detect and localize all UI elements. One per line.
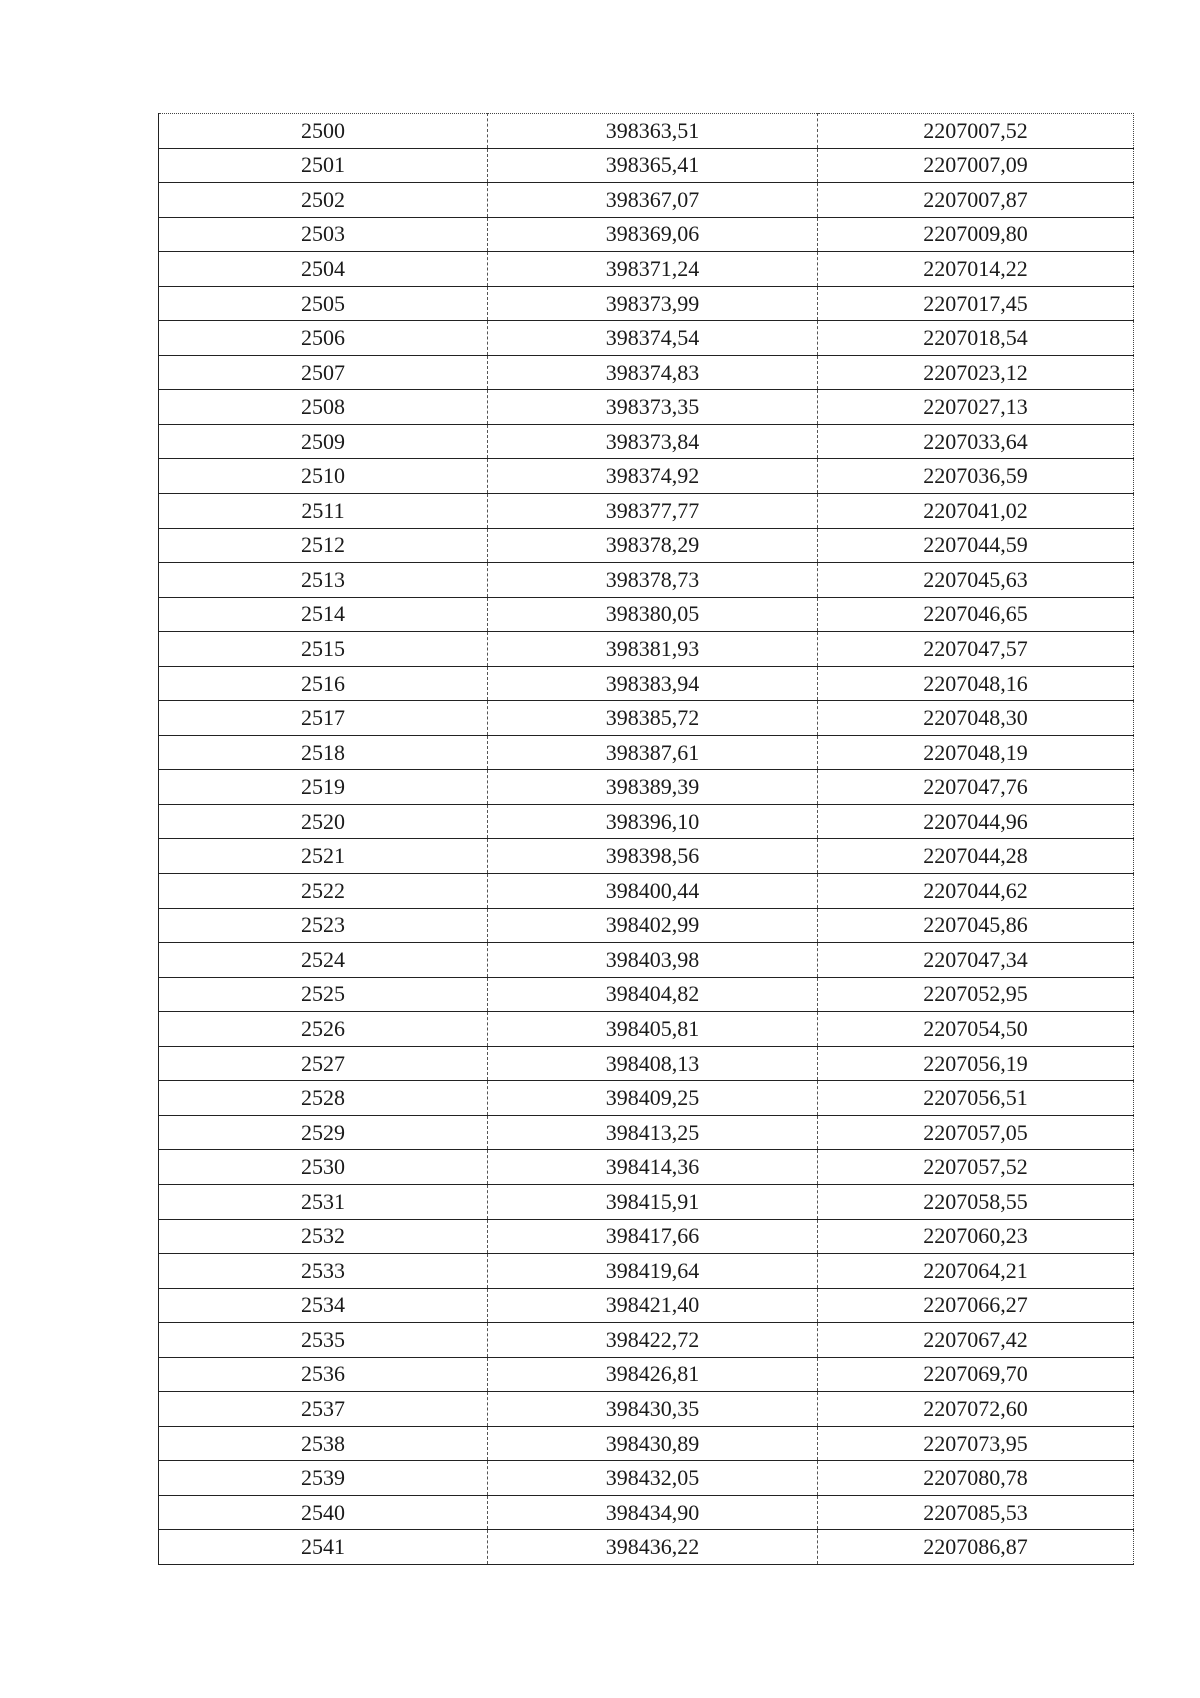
table-row	[159, 321, 1134, 356]
y-coordinate-cell: 2207007,87	[818, 183, 1134, 218]
y-coordinate-cell: 2207033,64	[818, 424, 1134, 459]
point-number-cell: 2534	[159, 1288, 488, 1323]
table-row	[159, 1012, 1134, 1047]
x-coordinate-cell: 398374,83	[488, 355, 818, 390]
point-number-cell: 2513	[159, 563, 488, 598]
point-number-cell: 2536	[159, 1357, 488, 1392]
x-coordinate-cell: 398373,35	[488, 390, 818, 425]
table-row	[159, 1530, 1134, 1565]
table-row	[159, 252, 1134, 287]
x-coordinate-cell: 398426,81	[488, 1357, 818, 1392]
x-coordinate-cell: 398415,91	[488, 1184, 818, 1219]
point-number-cell: 2515	[159, 632, 488, 667]
y-coordinate-cell: 2207045,63	[818, 563, 1134, 598]
x-coordinate-cell: 398400,44	[488, 874, 818, 909]
y-coordinate-cell: 2207048,19	[818, 735, 1134, 770]
y-coordinate-cell: 2207047,57	[818, 632, 1134, 667]
table-row	[159, 1357, 1134, 1392]
y-coordinate-cell: 2207056,51	[818, 1081, 1134, 1116]
point-number-cell: 2504	[159, 252, 488, 287]
table-row	[159, 804, 1134, 839]
point-number-cell: 2523	[159, 908, 488, 943]
point-number-cell: 2531	[159, 1184, 488, 1219]
x-coordinate-cell: 398373,99	[488, 286, 818, 321]
x-coordinate-cell: 398414,36	[488, 1150, 818, 1185]
table-row	[159, 701, 1134, 736]
point-number-cell: 2505	[159, 286, 488, 321]
point-number-cell: 2525	[159, 977, 488, 1012]
y-coordinate-cell: 2207047,34	[818, 943, 1134, 978]
point-number-cell: 2541	[159, 1530, 488, 1565]
table-row	[159, 666, 1134, 701]
x-coordinate-cell: 398363,51	[488, 114, 818, 149]
x-coordinate-cell: 398403,98	[488, 943, 818, 978]
y-coordinate-cell: 2207067,42	[818, 1323, 1134, 1358]
point-number-cell: 2511	[159, 494, 488, 529]
table-row	[159, 217, 1134, 252]
table-row	[159, 1426, 1134, 1461]
y-coordinate-cell: 2207064,21	[818, 1254, 1134, 1289]
x-coordinate-cell: 398430,89	[488, 1426, 818, 1461]
x-coordinate-cell: 398374,54	[488, 321, 818, 356]
x-coordinate-cell: 398436,22	[488, 1530, 818, 1565]
point-number-cell: 2510	[159, 459, 488, 494]
y-coordinate-cell: 2207007,09	[818, 148, 1134, 183]
y-coordinate-cell: 2207048,16	[818, 666, 1134, 701]
table-row	[159, 459, 1134, 494]
table-row	[159, 528, 1134, 563]
x-coordinate-cell: 398421,40	[488, 1288, 818, 1323]
x-coordinate-cell: 398404,82	[488, 977, 818, 1012]
y-coordinate-cell: 2207041,02	[818, 494, 1134, 529]
point-number-cell: 2507	[159, 355, 488, 390]
table-row	[159, 563, 1134, 598]
y-coordinate-cell: 2207048,30	[818, 701, 1134, 736]
x-coordinate-cell: 398367,07	[488, 183, 818, 218]
point-number-cell: 2522	[159, 874, 488, 909]
table-row	[159, 1495, 1134, 1530]
table-row	[159, 183, 1134, 218]
table-row	[159, 1323, 1134, 1358]
table-row	[159, 424, 1134, 459]
table-row	[159, 735, 1134, 770]
x-coordinate-cell: 398371,24	[488, 252, 818, 287]
y-coordinate-cell: 2207060,23	[818, 1219, 1134, 1254]
table-row	[159, 355, 1134, 390]
y-coordinate-cell: 2207045,86	[818, 908, 1134, 943]
x-coordinate-cell: 398405,81	[488, 1012, 818, 1047]
point-number-cell: 2502	[159, 183, 488, 218]
y-coordinate-cell: 2207058,55	[818, 1184, 1134, 1219]
x-coordinate-cell: 398434,90	[488, 1495, 818, 1530]
point-number-cell: 2509	[159, 424, 488, 459]
y-coordinate-cell: 2207027,13	[818, 390, 1134, 425]
point-number-cell: 2537	[159, 1392, 488, 1427]
point-number-cell: 2521	[159, 839, 488, 874]
y-coordinate-cell: 2207017,45	[818, 286, 1134, 321]
point-number-cell: 2530	[159, 1150, 488, 1185]
x-coordinate-cell: 398387,61	[488, 735, 818, 770]
x-coordinate-cell: 398385,72	[488, 701, 818, 736]
y-coordinate-cell: 2207014,22	[818, 252, 1134, 287]
point-number-cell: 2526	[159, 1012, 488, 1047]
point-number-cell: 2508	[159, 390, 488, 425]
x-coordinate-cell: 398381,93	[488, 632, 818, 667]
point-number-cell: 2529	[159, 1115, 488, 1150]
x-coordinate-cell: 398430,35	[488, 1392, 818, 1427]
table-row	[159, 148, 1134, 183]
y-coordinate-cell: 2207080,78	[818, 1461, 1134, 1496]
y-coordinate-cell: 2207018,54	[818, 321, 1134, 356]
x-coordinate-cell: 398422,72	[488, 1323, 818, 1358]
y-coordinate-cell: 2207044,96	[818, 804, 1134, 839]
y-coordinate-cell: 2207066,27	[818, 1288, 1134, 1323]
y-coordinate-cell: 2207052,95	[818, 977, 1134, 1012]
coordinates-table	[158, 113, 1134, 1565]
table-row	[159, 1046, 1134, 1081]
table-row	[159, 943, 1134, 978]
table-row	[159, 1392, 1134, 1427]
y-coordinate-cell: 2207047,76	[818, 770, 1134, 805]
point-number-cell: 2527	[159, 1046, 488, 1081]
table-row	[159, 1254, 1134, 1289]
table-row	[159, 114, 1134, 149]
x-coordinate-cell: 398409,25	[488, 1081, 818, 1116]
point-number-cell: 2503	[159, 217, 488, 252]
y-coordinate-cell: 2207085,53	[818, 1495, 1134, 1530]
point-number-cell: 2540	[159, 1495, 488, 1530]
y-coordinate-cell: 2207007,52	[818, 114, 1134, 149]
y-coordinate-cell: 2207009,80	[818, 217, 1134, 252]
y-coordinate-cell: 2207036,59	[818, 459, 1134, 494]
point-number-cell: 2519	[159, 770, 488, 805]
table-row	[159, 597, 1134, 632]
x-coordinate-cell: 398432,05	[488, 1461, 818, 1496]
table-row	[159, 632, 1134, 667]
x-coordinate-cell: 398419,64	[488, 1254, 818, 1289]
y-coordinate-cell: 2207054,50	[818, 1012, 1134, 1047]
x-coordinate-cell: 398383,94	[488, 666, 818, 701]
y-coordinate-cell: 2207069,70	[818, 1357, 1134, 1392]
point-number-cell: 2538	[159, 1426, 488, 1461]
y-coordinate-cell: 2207056,19	[818, 1046, 1134, 1081]
point-number-cell: 2512	[159, 528, 488, 563]
table-row	[159, 1115, 1134, 1150]
table-row	[159, 390, 1134, 425]
point-number-cell: 2533	[159, 1254, 488, 1289]
y-coordinate-cell: 2207044,28	[818, 839, 1134, 874]
table-row	[159, 977, 1134, 1012]
x-coordinate-cell: 398378,29	[488, 528, 818, 563]
y-coordinate-cell: 2207073,95	[818, 1426, 1134, 1461]
point-number-cell: 2518	[159, 735, 488, 770]
table-row	[159, 286, 1134, 321]
table-row	[159, 1150, 1134, 1185]
table-row	[159, 839, 1134, 874]
x-coordinate-cell: 398369,06	[488, 217, 818, 252]
point-number-cell: 2520	[159, 804, 488, 839]
x-coordinate-cell: 398380,05	[488, 597, 818, 632]
table-row	[159, 1461, 1134, 1496]
y-coordinate-cell: 2207057,52	[818, 1150, 1134, 1185]
x-coordinate-cell: 398402,99	[488, 908, 818, 943]
y-coordinate-cell: 2207046,65	[818, 597, 1134, 632]
x-coordinate-cell: 398373,84	[488, 424, 818, 459]
x-coordinate-cell: 398417,66	[488, 1219, 818, 1254]
table-row	[159, 874, 1134, 909]
coordinates-table-body	[159, 114, 1134, 1565]
y-coordinate-cell: 2207086,87	[818, 1530, 1134, 1565]
x-coordinate-cell: 398378,73	[488, 563, 818, 598]
table-row	[159, 1081, 1134, 1116]
y-coordinate-cell: 2207044,59	[818, 528, 1134, 563]
point-number-cell: 2517	[159, 701, 488, 736]
point-number-cell: 2514	[159, 597, 488, 632]
point-number-cell: 2532	[159, 1219, 488, 1254]
table-row	[159, 908, 1134, 943]
point-number-cell: 2506	[159, 321, 488, 356]
table-row	[159, 770, 1134, 805]
x-coordinate-cell: 398365,41	[488, 148, 818, 183]
x-coordinate-cell: 398413,25	[488, 1115, 818, 1150]
point-number-cell: 2535	[159, 1323, 488, 1358]
point-number-cell: 2516	[159, 666, 488, 701]
table-row	[159, 1184, 1134, 1219]
table-row	[159, 1288, 1134, 1323]
x-coordinate-cell: 398408,13	[488, 1046, 818, 1081]
point-number-cell: 2501	[159, 148, 488, 183]
x-coordinate-cell: 398374,92	[488, 459, 818, 494]
point-number-cell: 2524	[159, 943, 488, 978]
point-number-cell: 2500	[159, 114, 488, 149]
table-row	[159, 1219, 1134, 1254]
y-coordinate-cell: 2207072,60	[818, 1392, 1134, 1427]
point-number-cell: 2539	[159, 1461, 488, 1496]
y-coordinate-cell: 2207057,05	[818, 1115, 1134, 1150]
table-row	[159, 494, 1134, 529]
point-number-cell: 2528	[159, 1081, 488, 1116]
x-coordinate-cell: 398398,56	[488, 839, 818, 874]
x-coordinate-cell: 398377,77	[488, 494, 818, 529]
y-coordinate-cell: 2207044,62	[818, 874, 1134, 909]
x-coordinate-cell: 398389,39	[488, 770, 818, 805]
x-coordinate-cell: 398396,10	[488, 804, 818, 839]
y-coordinate-cell: 2207023,12	[818, 355, 1134, 390]
